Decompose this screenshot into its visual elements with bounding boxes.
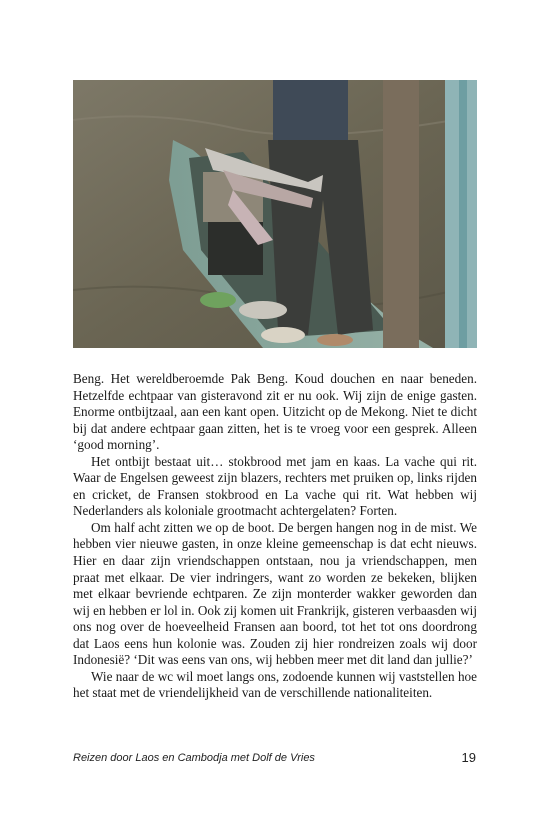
paragraph: Om half acht zitten we op de boot. De bergen hangen nog in de mist. We hebben vier nieuwe gasten, in onze kleine gemeenschap is dat echt nieuws. Hier en daar zijn vriendschappen ontstaan, nou ja vriendschappen, men praat met elkaar. De vier indringers, want zo worden ze bekeken, blijken met elkaar bevriende echtparen. Ze zijn monterder wakker geworden dan wij en hebben er lol in. Ook zij komen uit Frankrijk, gisteren verbaasden wij ons nog over de hoeveelheid Fransen aan boord, tot het tot ons doordrong dat Laos eens hun kolonie was. Zouden zij hier rondreizen zoals wij door Indonesië? ‘Dit was eens van ons, wij hebben meer met dit land dan jullie?’	[73, 519, 477, 668]
fisherman-boat-image	[73, 80, 477, 348]
paragraph: Beng. Het wereldberoemde Pak Beng. Koud douchen en naar beneden. Hetzelfde echtpaar van gisteravond zit er nu ook. Wij zijn de enige gasten. Enorme ontbijtzaal, aan een kant open. Uitzicht op de Mekong. Niet te dicht bij dat andere echtpaar gaan zitten, het is te vroeg voor een gesprek. Alleen ‘good morning’.	[73, 371, 477, 453]
boat-photo	[73, 80, 477, 348]
running-footer-title: Reizen door Laos en Cambodja met Dolf de Vries	[73, 752, 315, 764]
paragraph: Het ontbijt bestaat uit… stokbrood met jam en kaas. La vache qui rit. Waar de Engelsen geweest zijn blazers, rechters met pruiken op, links rijden en cricket, de Fransen stokbrood en La vache qui rit. Wat hebben wij Nederlanders als koloniale grootmacht achtergelaten? Forten.	[73, 453, 477, 519]
paragraph: Wie naar de wc wil moet langs ons, zodoende kunnen wij vaststellen hoe het staat met de vriendelijkheid van de verschillende nationaliteiten.	[73, 668, 477, 701]
page-number: 19	[461, 750, 476, 765]
body-text	[73, 371, 477, 702]
